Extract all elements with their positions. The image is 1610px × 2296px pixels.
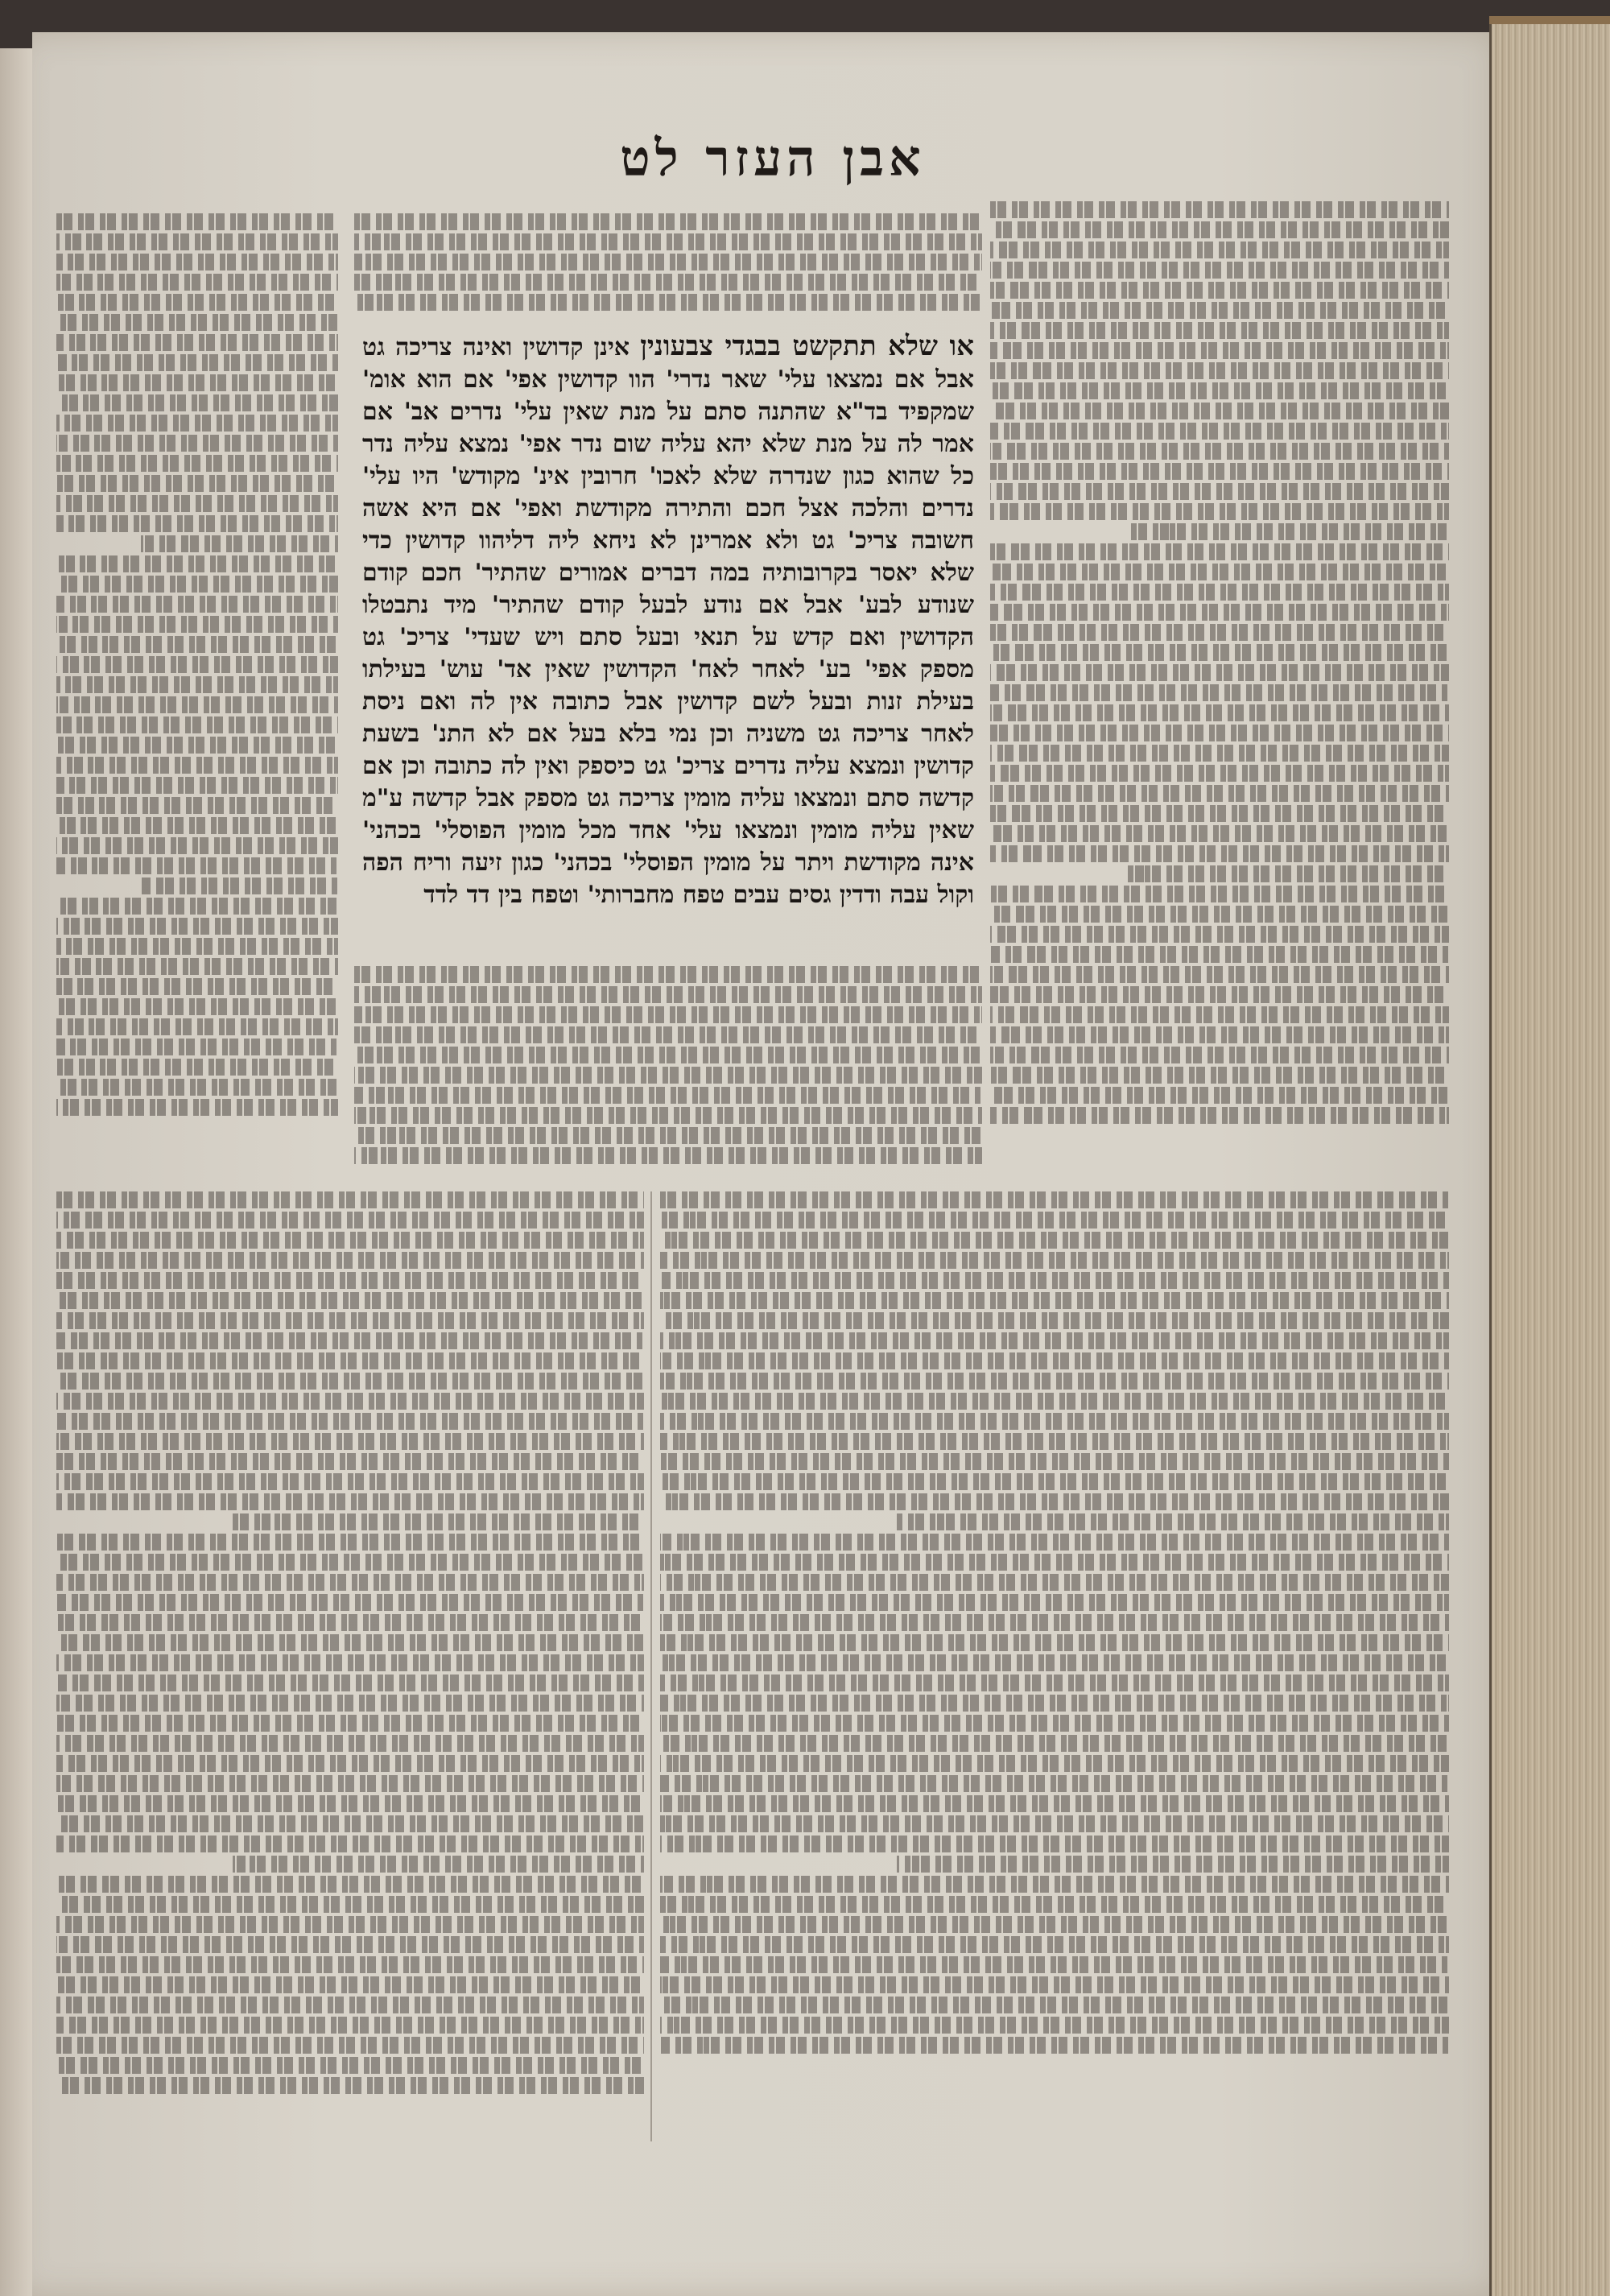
commentary-text-line	[56, 274, 338, 291]
commentary-text-line	[56, 1634, 644, 1651]
commentary-text-line	[56, 616, 338, 633]
commentary-text-line	[990, 906, 1449, 923]
commentary-text-line	[56, 1534, 644, 1551]
commentary-text-line	[56, 1956, 644, 1973]
commentary-text-line	[56, 696, 338, 713]
commentary-text-line	[56, 254, 338, 270]
commentary-text-line	[56, 1059, 338, 1076]
commentary-text-line	[990, 282, 1449, 299]
commentary-text-line	[56, 1232, 644, 1249]
commentary-text-line	[990, 845, 1449, 862]
commentary-center-upper	[354, 966, 982, 1183]
commentary-text-line	[990, 644, 1449, 661]
page-title: אבן העזר לט	[620, 129, 926, 188]
commentary-text-line	[56, 676, 338, 693]
commentary-text-line	[56, 394, 338, 411]
commentary-text-line	[990, 1047, 1449, 1063]
commentary-text-line	[354, 274, 982, 291]
commentary-text-line	[56, 294, 338, 311]
commentary-text-line	[990, 886, 1449, 902]
commentary-text-line	[56, 1936, 644, 1953]
commentary-text-line	[660, 1675, 1449, 1691]
commentary-text-line	[56, 978, 338, 995]
commentary-text-line	[990, 966, 1449, 983]
main-text-block	[362, 330, 974, 950]
commentary-text-line	[990, 1087, 1449, 1104]
commentary-text-line	[56, 938, 338, 955]
commentary-text-line	[990, 423, 1449, 440]
commentary-text-line	[141, 878, 338, 894]
commentary-text-line	[56, 1352, 644, 1369]
commentary-text-line	[56, 515, 338, 532]
commentary-text-line	[56, 898, 338, 915]
commentary-text-line	[660, 1252, 1449, 1269]
commentary-right-bottom	[660, 1191, 1449, 2093]
commentary-right-top	[990, 201, 1449, 1167]
previous-page-edge	[0, 48, 35, 2296]
commentary-text-line	[56, 1473, 644, 1490]
commentary-text-line	[233, 1513, 644, 1530]
commentary-text-line	[660, 1433, 1449, 1450]
commentary-text-line	[990, 322, 1449, 339]
commentary-text-line	[56, 636, 338, 653]
commentary-text-line	[660, 1916, 1449, 1933]
commentary-text-line	[990, 1107, 1449, 1124]
commentary-text-line	[56, 1191, 644, 1208]
commentary-text-line	[354, 1067, 982, 1084]
commentary-text-line	[56, 2057, 644, 2074]
commentary-text-line	[660, 1735, 1449, 1752]
commentary-text-line	[660, 1493, 1449, 1510]
commentary-text-line	[660, 1574, 1449, 1591]
commentary-text-line	[56, 1976, 644, 1993]
commentary-text-line	[990, 684, 1449, 701]
commentary-text-line	[56, 1393, 644, 1410]
commentary-text-line	[56, 1413, 644, 1430]
commentary-text-line	[1128, 865, 1449, 882]
commentary-text-line	[56, 2017, 644, 2034]
commentary-text-line	[660, 1272, 1449, 1289]
commentary-text-line	[56, 314, 338, 331]
commentary-text-line	[990, 564, 1449, 580]
commentary-text-line	[56, 213, 338, 230]
page-block-edge	[1489, 24, 1610, 2296]
commentary-text-line	[990, 262, 1449, 279]
commentary-text-line	[354, 966, 982, 983]
commentary-text-line	[660, 1896, 1449, 1913]
commentary-text-line	[660, 1795, 1449, 1812]
commentary-text-line	[660, 1594, 1449, 1611]
main-text-body: אינן קדושין ואינה צריכה גט אבל אם נמצאו עלי' שאר נדרי' הוו קדושין אפי' אם הוא אומ' שמקפיד בד"א שהתנה סתם על מנת שאין עלי' נדרים אב' אם אמר לה על מנת שלא יהא עליה שום נדר אפי' נמצא עליה נדר כל שהוא כגון שנדרה שלא לאכו' חרובין אינ' מקודש' היו עלי' נדרים והלכה אצל חכם והתירה מקודשת ואפי' אם היא אשה חשובה צריכ' גט ולא אמרינן לא ניחא ליה דליהוו קדושין כדי שלא יאסר בקרובותיה במה דברים אמורים שהתיר' חכם קודם שנודע לבע' אבל אם נודע לבעל קודם שהתיר' מיד נתבטלו הקדושין ואם קדש על תנאי ובעל סתם ויש שעדי' צריכ' גט מספק אפי' בע' לאחר לאח' הקדושין שאין אד' עוש' בעילתו בעילת זנות ובעל לשם קדושין אבל כתובה אין לה ואם ניסת לאחר צריכה גט משניה וכן נמי בלא בעל אם לא התנ' בשעת קדושין ונמצא עליה נדרים צריכ' גט כיספק ואין לה כתובה וכן אם קדשה סתם ונמצאו עליה מומין צריכה גט מספק אבל קדשה ע"מ שאין עליה מומין ונמצאו עלי' אחד מכל מומין הפוסלי' בכהני' אינה מקודשת ויתר על מומין הפוסלי' בכהני' כגון זיעה וריח הפה וקול עבה ודדין גסים עבים טפח מחברותי' וטפח בין דד לדד	[362, 333, 974, 909]
commentary-text-line	[990, 765, 1449, 782]
commentary-text-line	[56, 374, 338, 391]
commentary-text-line	[56, 1715, 644, 1732]
commentary-text-line	[990, 503, 1449, 520]
commentary-text-line	[990, 604, 1449, 621]
commentary-text-line	[990, 443, 1449, 460]
commentary-text-line	[1128, 523, 1449, 540]
commentary-text-line	[56, 1654, 644, 1671]
commentary-text-line	[354, 1147, 982, 1164]
commentary-text-line	[990, 342, 1449, 359]
commentary-text-line	[990, 242, 1449, 258]
commentary-text-line	[56, 1735, 644, 1752]
commentary-text-line	[660, 2037, 1449, 2054]
commentary-text-line	[660, 1393, 1449, 1410]
commentary-text-line	[56, 1554, 644, 1571]
commentary-text-line	[354, 213, 982, 230]
commentary-text-line	[990, 201, 1449, 218]
commentary-left-top	[56, 213, 338, 1171]
commentary-text-line	[990, 805, 1449, 822]
commentary-text-line	[660, 1332, 1449, 1349]
commentary-text-line	[56, 857, 338, 874]
commentary-text-line	[990, 785, 1449, 802]
commentary-text-line	[56, 1018, 338, 1035]
commentary-text-line	[56, 354, 338, 371]
commentary-text-line	[56, 1212, 644, 1229]
commentary-text-line	[660, 1352, 1449, 1369]
commentary-text-line	[990, 403, 1449, 419]
commentary-text-line	[990, 483, 1449, 500]
commentary-text-line	[990, 986, 1449, 1003]
commentary-text-line	[56, 596, 338, 613]
commentary-text-line	[990, 382, 1449, 399]
commentary-text-line	[56, 1594, 644, 1611]
commentary-text-line	[56, 1755, 644, 1772]
commentary-text-line	[660, 1755, 1449, 1772]
commentary-text-line	[354, 986, 982, 1003]
commentary-text-line	[56, 777, 338, 794]
commentary-text-line	[233, 1856, 644, 1873]
commentary-text-line	[354, 1006, 982, 1023]
commentary-text-line	[56, 2077, 644, 2094]
commentary-text-line	[56, 1312, 644, 1329]
commentary-text-line	[660, 1654, 1449, 1671]
commentary-text-line	[354, 294, 982, 311]
commentary-text-line	[990, 463, 1449, 480]
commentary-text-line	[660, 1836, 1449, 1852]
commentary-text-line	[660, 1976, 1449, 1993]
commentary-text-line	[56, 1775, 644, 1792]
commentary-text-line	[56, 334, 338, 351]
commentary-text-line	[660, 2017, 1449, 2034]
commentary-text-line	[990, 1006, 1449, 1023]
commentary-text-line	[56, 1272, 644, 1289]
commentary-text-line	[990, 302, 1449, 319]
commentary-text-line	[660, 1453, 1449, 1470]
commentary-text-line	[56, 233, 338, 250]
commentary-text-line	[56, 817, 338, 834]
commentary-text-line	[141, 535, 338, 552]
commentary-text-line	[56, 1675, 644, 1691]
commentary-text-line	[56, 656, 338, 673]
commentary-text-line	[354, 1107, 982, 1124]
commentary-text-line	[56, 797, 338, 814]
commentary-text-line	[660, 1715, 1449, 1732]
commentary-text-line	[660, 1634, 1449, 1651]
commentary-text-line	[354, 1047, 982, 1063]
main-text-opening: או שלא תתקשט בבגדי צבעונין	[640, 330, 974, 362]
commentary-text-line	[56, 1292, 644, 1309]
commentary-text-line	[56, 2037, 644, 2054]
commentary-text-line	[56, 455, 338, 472]
commentary-text-line	[56, 837, 338, 854]
commentary-text-line	[56, 1079, 338, 1096]
commentary-text-line	[990, 624, 1449, 641]
commentary-text-line	[56, 757, 338, 774]
commentary-text-line	[56, 1373, 644, 1390]
commentary-text-line	[990, 745, 1449, 762]
commentary-left-bottom	[56, 1191, 644, 2149]
commentary-text-line	[56, 1695, 644, 1712]
commentary-text-line	[660, 1554, 1449, 1571]
commentary-text-line	[990, 221, 1449, 238]
commentary-text-line	[660, 1473, 1449, 1490]
commentary-text-line	[897, 1513, 1449, 1530]
commentary-text-line	[56, 716, 338, 733]
commentary-text-line	[56, 1332, 644, 1349]
commentary-text-line	[660, 1373, 1449, 1390]
commentary-text-line	[660, 1815, 1449, 1832]
commentary-text-line	[660, 1997, 1449, 2013]
commentary-text-line	[660, 1695, 1449, 1712]
commentary-text-line	[660, 1936, 1449, 1953]
column-divider-bottom	[650, 1191, 652, 2141]
commentary-text-line	[354, 1087, 982, 1104]
commentary-text-line	[660, 1956, 1449, 1973]
commentary-text-line	[56, 1795, 644, 1812]
commentary-text-line	[660, 1292, 1449, 1309]
commentary-text-line	[56, 1876, 644, 1893]
commentary-text-line	[354, 254, 982, 270]
commentary-text-line	[660, 1614, 1449, 1631]
commentary-text-line	[990, 1026, 1449, 1043]
commentary-text-line	[56, 1433, 644, 1450]
commentary-text-line	[56, 1453, 644, 1470]
commentary-text-line	[660, 1312, 1449, 1329]
commentary-text-line	[56, 576, 338, 593]
page-header	[32, 129, 1513, 201]
commentary-text-line	[660, 1775, 1449, 1792]
commentary-text-line	[56, 918, 338, 935]
commentary-text-line	[56, 1039, 338, 1055]
commentary-text-line	[56, 495, 338, 512]
commentary-text-line	[990, 362, 1449, 379]
commentary-text-line	[56, 1997, 644, 2013]
commentary-text-line	[660, 1534, 1449, 1551]
commentary-text-line	[990, 664, 1449, 681]
commentary-text-line	[56, 1252, 644, 1269]
commentary-text-line	[56, 1815, 644, 1832]
commentary-text-line	[990, 825, 1449, 842]
commentary-text-line	[56, 1493, 644, 1510]
commentary-text-line	[990, 725, 1449, 741]
commentary-text-line	[56, 958, 338, 975]
commentary-text-line	[660, 1212, 1449, 1229]
commentary-text-line	[56, 415, 338, 432]
commentary-text-line	[660, 1876, 1449, 1893]
commentary-text-line	[56, 1896, 644, 1913]
commentary-text-line	[354, 1026, 982, 1043]
commentary-text-line	[56, 475, 338, 492]
commentary-text-line	[990, 1067, 1449, 1084]
commentary-text-line	[990, 926, 1449, 943]
commentary-text-line	[56, 737, 338, 754]
commentary-text-line	[354, 1127, 982, 1144]
commentary-text-line	[56, 555, 338, 572]
commentary-text-line	[660, 1413, 1449, 1430]
commentary-text-line	[990, 704, 1449, 721]
commentary-text-line	[660, 1191, 1449, 1208]
commentary-text-line	[990, 543, 1449, 560]
commentary-text-line	[56, 1099, 338, 1116]
commentary-text-line	[897, 1856, 1449, 1873]
commentary-text-line	[990, 946, 1449, 963]
commentary-text-line	[56, 998, 338, 1015]
commentary-text-line	[660, 1232, 1449, 1249]
commentary-text-line	[354, 233, 982, 250]
commentary-text-line	[56, 435, 338, 452]
commentary-text-line	[56, 1916, 644, 1933]
commentary-text-line	[56, 1836, 644, 1852]
commentary-center-top	[354, 213, 982, 318]
commentary-text-line	[56, 1614, 644, 1631]
commentary-text-line	[56, 1574, 644, 1591]
commentary-text-line	[990, 584, 1449, 601]
